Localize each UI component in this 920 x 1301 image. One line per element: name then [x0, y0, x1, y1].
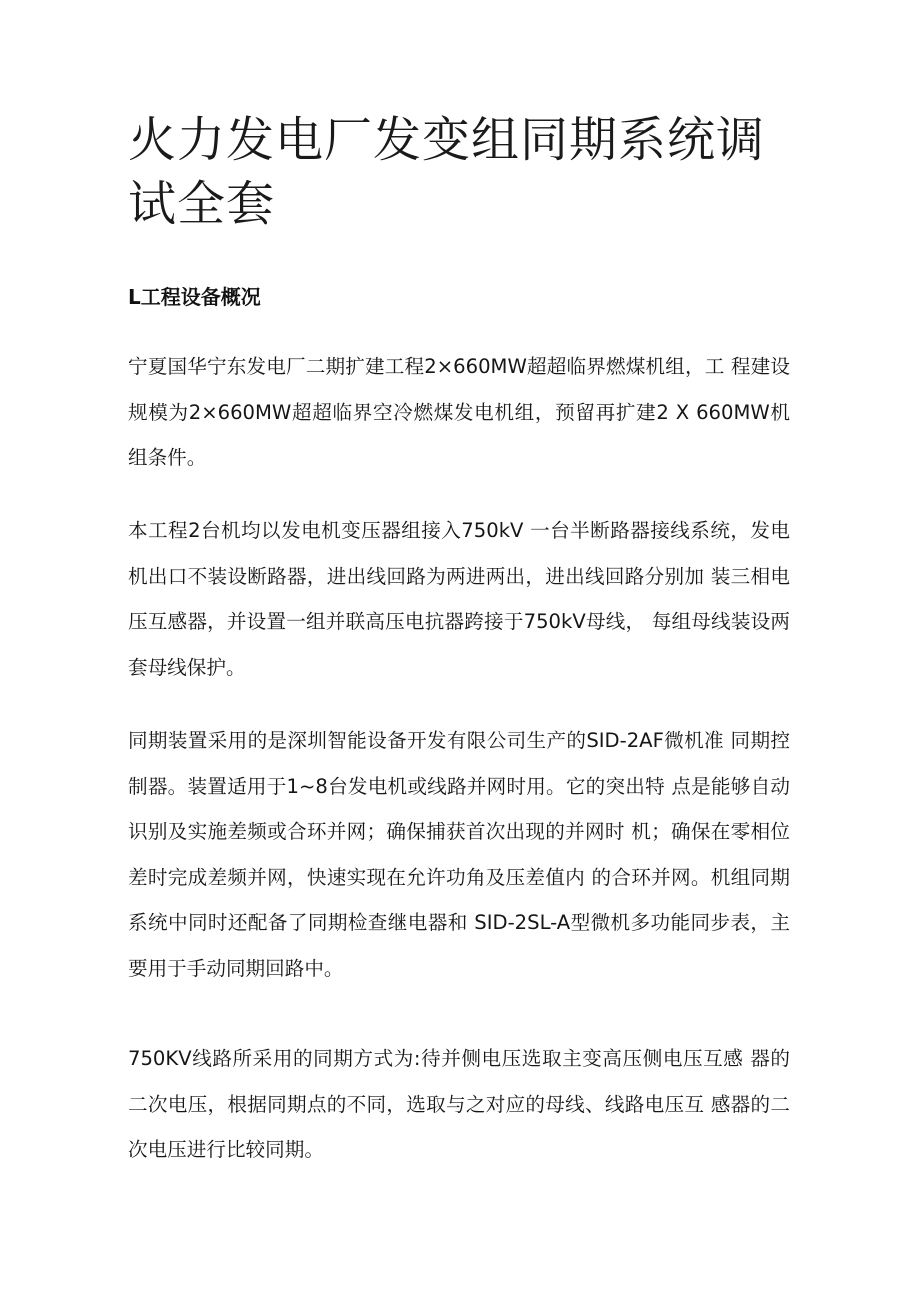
paragraph-sync-device: 同期装置采用的是深圳智能设备开发有限公司生产的SID-2AF微机准 同期控制器。装置适用于1~8台发电机或线路并网时用。它的突出特 点是能够自动识别及实施差频或合环并网；确保捕获首次出现的并网时 机；确保在零相位差时完成差频并网，快速实现在允许功角及压差值内 的合环并网。机组同期系统中同时还配备了同期检查继电器和 SID-2SL-A型微机多功能同步表，主要用于手动同期回路中。	[128, 729, 790, 980]
paragraph-wiring-system: 本工程2台机均以发电机变压器组接入750kV 一台半断路器接线系统，发电机出口不装设断路器，进出线回路为两进两出，进出线回路分别加 装三相电压互感器，并设置一组并联高压电抗器跨接于750kV母线， 每组母线装设两套母线保护。	[128, 519, 790, 679]
section-heading: L工程设备概况	[128, 285, 261, 309]
document-title: 火力发电厂发变组同期系统调试全套	[128, 112, 766, 232]
paragraph-line-sync-method: 750KV线路所采用的同期方式为:待并侧电压选取主变高压侧电压互感 器的二次电压，根据同期点的不同，选取与之对应的母线、线路电压互 感器的二次电压进行比较同期。	[128, 1047, 790, 1162]
paragraph-project-overview: 宁夏国华宁东发电厂二期扩建工程2×660MW超超临界燃煤机组，工 程建设规模为2×660MW超超临界空冷燃煤发电机组，预留再扩建2 X 660MW机组条件。	[128, 355, 790, 470]
